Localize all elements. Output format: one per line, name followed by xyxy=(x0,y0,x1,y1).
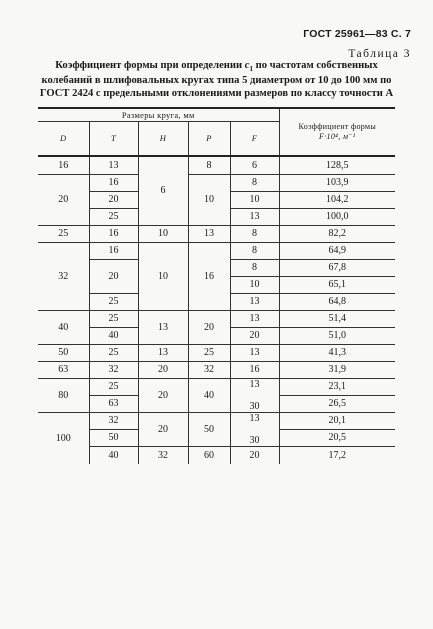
coefficient-table xyxy=(38,107,395,464)
cell-F: 6 xyxy=(230,156,279,174)
cell-T: 63 xyxy=(89,395,138,412)
table-row xyxy=(38,344,395,361)
cell-F: 13 30 xyxy=(230,412,279,446)
caption-symbol: c xyxy=(244,60,250,71)
cell-T: 32 xyxy=(89,412,138,429)
cell-F: 13 xyxy=(230,310,279,327)
cell-H: 6 xyxy=(138,156,188,225)
cell-H: 10 xyxy=(138,225,188,242)
col-header-P: P xyxy=(188,121,230,156)
cell-D: 16 xyxy=(38,156,89,174)
cell-coef: 104,2 xyxy=(279,191,395,208)
cell-coef: 82,2 xyxy=(279,225,395,242)
cell-F: 10 xyxy=(230,191,279,208)
cell-coef: 20,1 xyxy=(279,412,395,429)
cell-H: 13 xyxy=(138,344,188,361)
cell-T: 20 xyxy=(89,259,138,293)
table-row xyxy=(38,225,395,242)
cell-D: 80 xyxy=(38,378,89,412)
table-label: Таблица 3 xyxy=(348,48,411,60)
cell-P: 20 xyxy=(188,310,230,344)
cell-T: 40 xyxy=(89,446,138,464)
cell-D: 40 xyxy=(38,310,89,344)
cell-D: 32 xyxy=(38,242,89,310)
cell-T: 20 xyxy=(89,191,138,208)
cell-D: 50 xyxy=(38,344,89,361)
cell-H: 20 xyxy=(138,378,188,412)
coef-header-line1: Коэффициент формы xyxy=(298,122,376,131)
cell-H: 13 xyxy=(138,310,188,344)
cell-F: 20 xyxy=(230,327,279,344)
table-row xyxy=(38,361,395,378)
cell-coef: 20,5 xyxy=(279,429,395,446)
cell-F: 13 30 xyxy=(230,378,279,412)
cell-T: 25 xyxy=(89,310,138,327)
col-header-T: T xyxy=(89,121,138,156)
header-row-1 xyxy=(38,108,395,121)
cell-T: 50 xyxy=(89,429,138,446)
cell-T: 25 xyxy=(89,208,138,225)
cell-T: 25 xyxy=(89,344,138,361)
cell-T: 16 xyxy=(89,225,138,242)
cell-coef: 67,8 xyxy=(279,259,395,276)
cell-P: 13 xyxy=(188,225,230,242)
cell-coef: 41,3 xyxy=(279,344,395,361)
col-header-H: H xyxy=(138,121,188,156)
cell-coef: 51,0 xyxy=(279,327,395,344)
cell-P: 50 xyxy=(188,412,230,446)
cell-T: 32 xyxy=(89,361,138,378)
cell-H: 20 xyxy=(138,361,188,378)
cell-T: 40 xyxy=(89,327,138,344)
cell-P: 60 xyxy=(188,446,230,464)
cell-T: 16 xyxy=(89,242,138,259)
cell-H: 32 xyxy=(138,446,188,464)
cell-D: 20 xyxy=(38,174,89,225)
table-row xyxy=(38,378,395,395)
cell-D: 100 xyxy=(55,432,71,444)
table-row xyxy=(38,412,395,429)
table-row xyxy=(38,446,395,464)
cell-P: 10 xyxy=(188,174,230,225)
cell-F: 8 xyxy=(230,225,279,242)
dimensions-group-header: Размеры круга, мм xyxy=(38,108,279,121)
cell-F: 20 xyxy=(230,446,279,464)
caption-subscript: 1 xyxy=(249,65,253,74)
coefficient-header xyxy=(279,108,395,156)
cell-F: 13 xyxy=(230,344,279,361)
cell-T: 13 xyxy=(89,156,138,174)
cell-T: 25 xyxy=(89,293,138,310)
cell-P: 40 xyxy=(188,378,230,412)
cell-coef: 23,1 xyxy=(279,378,395,395)
table-row xyxy=(38,310,395,327)
cell-F: 13 xyxy=(230,208,279,225)
caption-part2: по частотам собственных колебаний в шлифовальных кругах типа 5 диаметром от 10 до 100 мм по ГОСТ 2424 с предельными отклонениями размеров по классу точности А xyxy=(39,60,394,99)
col-header-D: D xyxy=(60,133,67,144)
cell-coef: 100,0 xyxy=(279,208,395,225)
cell-coef: 51,4 xyxy=(279,310,395,327)
cell-F: 16 xyxy=(230,361,279,378)
cell-coef: 31,9 xyxy=(279,361,395,378)
col-header-F: F xyxy=(230,121,279,156)
cell-F: 8 xyxy=(230,259,279,276)
document-header: ГОСТ 25961—83 С. 7 xyxy=(303,28,411,40)
cell-H: 20 xyxy=(138,412,188,446)
cell-F: 8 xyxy=(230,174,279,191)
cell-T: 16 xyxy=(89,174,138,191)
cell-F: 13 xyxy=(230,293,279,310)
cell-coef: 17,2 xyxy=(279,446,395,464)
cell-T: 25 xyxy=(89,378,138,395)
cell-coef: 65,1 xyxy=(279,276,395,293)
table-row xyxy=(38,156,395,174)
cell-D: 25 xyxy=(38,225,89,242)
coef-header-line2: F·10⁴, м⁻¹ xyxy=(319,132,356,141)
cell-P: 32 xyxy=(188,361,230,378)
cell-H: 10 xyxy=(138,242,188,310)
cell-P: 16 xyxy=(188,242,230,310)
table-row xyxy=(38,174,395,191)
cell-coef: 26,5 xyxy=(279,395,395,412)
table-caption xyxy=(38,60,395,100)
cell-F: 10 xyxy=(230,276,279,293)
cell-coef: 103,9 xyxy=(279,174,395,191)
cell-D: 63 xyxy=(38,361,89,378)
cell-coef: 64,8 xyxy=(279,293,395,310)
cell-F: 8 xyxy=(230,242,279,259)
cell-P: 8 xyxy=(188,156,230,174)
table-row xyxy=(38,242,395,259)
cell-P: 25 xyxy=(188,344,230,361)
cell-coef: 64,9 xyxy=(279,242,395,259)
caption-part1: Коэффициент формы при определении xyxy=(55,60,243,71)
cell-coef: 128,5 xyxy=(279,156,395,174)
